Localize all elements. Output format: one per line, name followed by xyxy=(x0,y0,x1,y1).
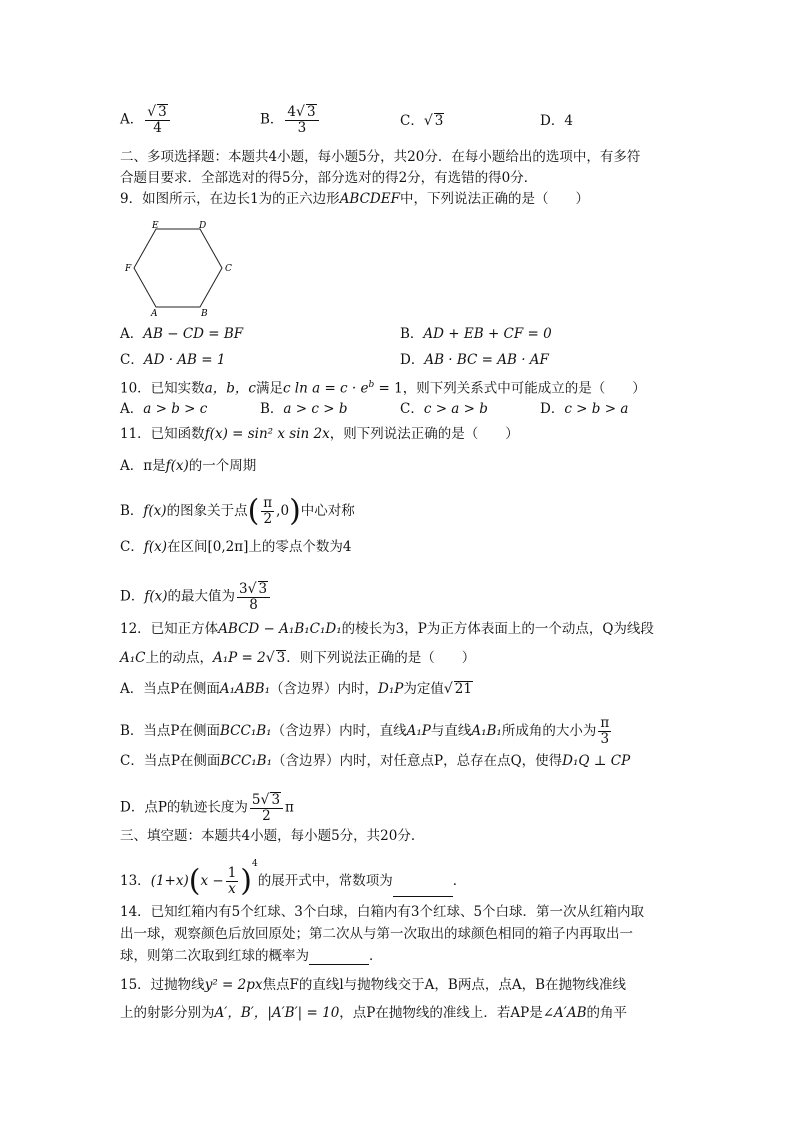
q10-option-d: D．c > b > a xyxy=(540,401,629,417)
q12-option-a: A．当点P在侧面A₁ABB₁（含边界）内时，D₁P为定值√ 21 xyxy=(120,681,472,697)
q8-option-d: D．4 xyxy=(540,113,573,129)
q11-option-a: A．π是f(x)的一个周期 xyxy=(120,458,257,474)
q13-stem: 13．(1+x)(x − $\frac{1}{x}$ )$^4$的展开式中，常数项为 ． xyxy=(120,858,467,899)
q12-stem-line1: 12．已知正方体ABCD − A₁B₁C₁D₁的棱长为3，P为正方体表面上的一个动点，Q为线段 xyxy=(120,621,654,637)
q11-option-c: C．f(x)在区间[0,2π]上的零点个数为4 xyxy=(120,539,352,555)
q9-option-a: A．AB − CD = BF xyxy=(120,326,244,342)
q9-option-d: D．AB · BC = AB · AF xyxy=(400,352,549,368)
q12-option-c: C．当点P在侧面BCC₁B₁（含边界）内时，对任意点P，总存在点Q，使得D₁Q ⊥ CP xyxy=(120,753,631,769)
q14-line1: 14．已知红箱内有5个红球、3个白球，白箱内有3个红球、5个白球．第一次从红箱内取 xyxy=(120,904,645,920)
q8-option-b: B． $\frac{4√ 3}{3}$ xyxy=(260,104,321,136)
q12-stem-line2: A₁C上的动点，A₁P = 2√ 3．则下列说法正确的是（ ） xyxy=(120,650,476,666)
q9-option-c: C．AD · AB = 1 xyxy=(120,352,226,368)
hexagon-figure xyxy=(125,220,243,318)
q9-stem: 9．如图所示，在边长1为的正六边形ABCDEF中，下列说法正确的是（ ） xyxy=(120,191,589,207)
vertex-label-a: A xyxy=(151,309,158,318)
q8-option-c: C．√ 3 xyxy=(400,113,444,129)
q13-answer-blank[interactable] xyxy=(393,882,453,897)
vertex-label-e: E xyxy=(152,221,159,231)
q12-option-d: D．点P的轨迹长度为 $\frac{5√ 3}{2}$ π xyxy=(120,792,294,824)
vertex-label-c: C xyxy=(225,264,232,274)
q8-option-a: A． $\frac{√ 3}{4}$ xyxy=(120,104,172,136)
q11-option-b: B．f(x)的图象关于点( $\frac{\pi}{2}$ ,0)中心对称 xyxy=(120,493,355,529)
q14-line3: 球，则第二次取到红球的概率为 ． xyxy=(120,948,383,964)
hexagon-shape xyxy=(134,229,222,307)
section2-line1: 二、多项选择题：本题共4小题，每小题5分，共20分．在每小题给出的选项中，有多符 xyxy=(120,149,641,165)
q15-line1: 15．过抛物线y² = 2px焦点F的直线l与抛物线交于A，B两点，点A，B在抛物线准线 xyxy=(120,977,626,993)
section3-title: 三、填空题：本题共4小题，每小题5分，共20分． xyxy=(120,828,425,844)
q11-option-d: D．f(x)的最大值为 $\frac{3√ 3}{8}$ xyxy=(120,581,272,613)
q14-answer-blank[interactable] xyxy=(309,950,369,965)
q15-line2: 上的射影分别为A′，B′，|A′B′| = 10，点P在抛物线的准线上．若AP是∠A′AB的角平 xyxy=(120,1005,628,1021)
vertex-label-b: B xyxy=(201,309,208,318)
q14-line2: 出一球，观察颜色后放回原处；第二次从与第一次取出的球颜色相同的箱子内再取出一 xyxy=(120,926,633,942)
section2-line2: 合题目要求．全部选对的得5分，部分选对的得2分，有选错的得0分． xyxy=(120,170,538,186)
q12-option-b: B．当点P在侧面BCC₁B₁（含边界）内时，直线A₁P与直线A₁B₁所成角的大小为 $\frac{\pi}{3}$ xyxy=(120,715,610,747)
q10-option-c: C．c > a > b xyxy=(400,401,488,417)
vertex-label-d: D xyxy=(199,221,207,231)
q10-option-b: B．a > c > b xyxy=(260,401,348,417)
q11-stem: 11．已知函数f(x) = sin² x sin 2x，则下列说法正确的是（ ） xyxy=(120,426,519,442)
q10-stem: 10．已知实数a，b，c满足c $\ln a = c \cdot e^b = 1$，则下列关系式中可能成立的是（ ） xyxy=(120,380,646,397)
q10-option-a: A．a > b > c xyxy=(120,401,208,417)
q9-option-b: B．AD + EB + CF = 0 xyxy=(400,326,552,342)
vertex-label-f: F xyxy=(125,264,132,274)
